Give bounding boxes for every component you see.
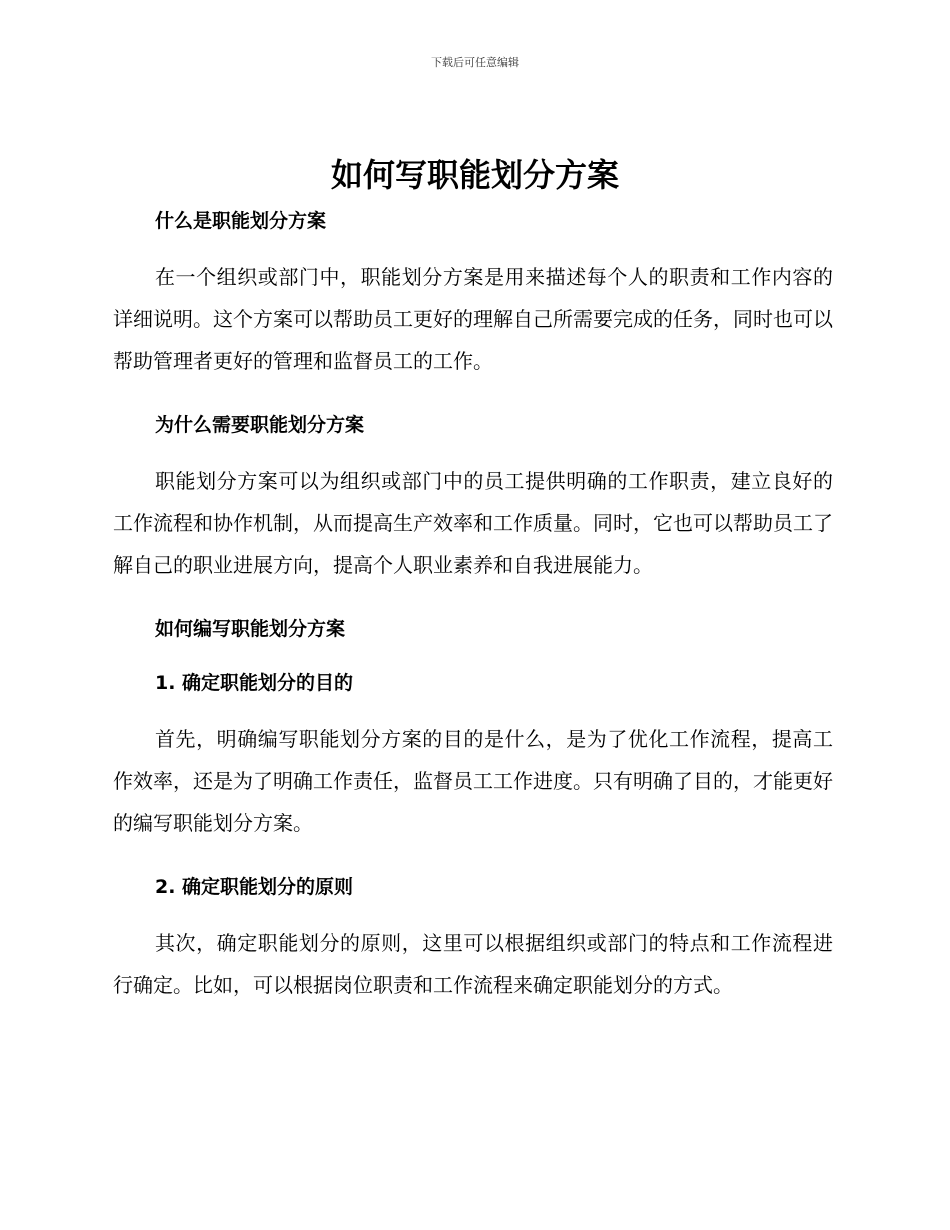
document-body bbox=[113, 202, 833, 1006]
section-heading-what: 什么是职能划分方案 bbox=[155, 210, 327, 232]
document-title: 如何写职能划分方案 bbox=[330, 156, 619, 194]
subsection-paragraph-principle: 其次，确定职能划分的原则，这里可以根据组织或部门的特点和工作流程进行确定。比如，可以根据岗位职责和工作流程来确定职能划分的方式。 bbox=[113, 931, 833, 997]
section-paragraph-why: 职能划分方案可以为组织或部门中的员工提供明确的工作职责，建立良好的工作流程和协作机制，从而提高生产效率和工作质量。同时，它也可以帮助员工了解自己的职业进展方向，提高个人职业素养和自我进展能力。 bbox=[113, 469, 833, 577]
subsection-paragraph-purpose: 首先，明确编写职能划分方案的目的是什么，是为了优化工作流程，提高工作效率，还是为了明确工作责任，监督员工工作进度。只有明确了目的，才能更好的编写职能划分方案。 bbox=[113, 727, 833, 835]
section-heading-why: 为什么需要职能划分方案 bbox=[155, 414, 365, 436]
header-note: 下载后可任意编辑 bbox=[431, 56, 519, 69]
subsection-heading-purpose: 1. 确定职能划分的目的 bbox=[155, 672, 354, 694]
section-paragraph-what: 在一个组织或部门中，职能划分方案是用来描述每个人的职责和工作内容的详细说明。这个方案可以帮助员工更好的理解自己所需要完成的任务，同时也可以帮助管理者更好的管理和监督员工的工作。 bbox=[113, 265, 833, 373]
subsection-heading-principle: 2. 确定职能划分的原则 bbox=[155, 876, 354, 898]
section-heading-how: 如何编写职能划分方案 bbox=[155, 618, 346, 640]
